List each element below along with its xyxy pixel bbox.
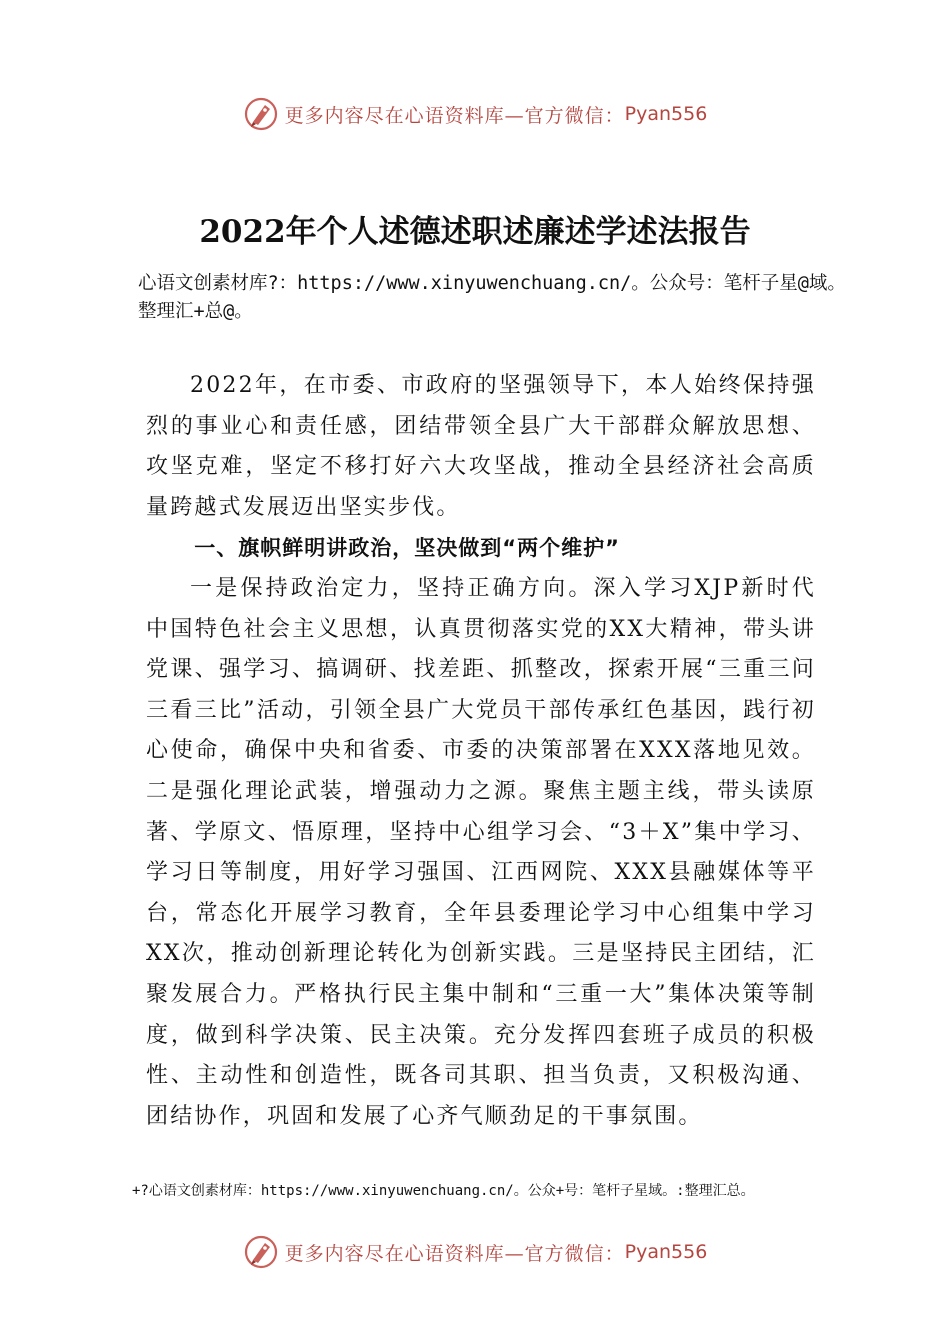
source-line: 心语文创素材库?：https://www.xinyuwenchuang.cn/。公众号：笔杆子星@域。整理汇+总@。 [138,273,846,322]
header-banner [0,94,950,134]
document-title: 2022年个人述德述职述廉述学述法报告 [199,214,751,250]
pen-nib-logo-icon [243,1234,279,1270]
section-paragraph: 一是保持政治定力，坚持正确方向。深入学习XJP新时代中国特色社会主义思想，认真贯彻落实党的XX大精神，带头讲党课、强学习、搞调研、找差距、抓整改，探索开展“三重三问三看三比”活动，引领全县广大党员干部传承红色基因，践行初心使命，确保中央和省委、市委的决策部署在XXX落地见效。二是强化理论武装，增强动力之源。聚焦主题主线，带头读原著、学原文、悟原理，坚持中心组学习会、“3＋X”集中学习、学习日等制度，用好学习强国、江西网院、XXX县融媒体等平台，常态化开展学习教育，全年县委理论学习中心组集中学习XX次，推动创新理论转化为创新实践。三是坚持民主团结，汇聚发展合力。严格执行民主集中制和“三重一大”集体决策等制度，做到科学决策、民主决策。充分发挥四套班子成员的积极性、主动性和创造性，既各司其职、担当负责，又积极沟通、团结协作，巩固和发展了心齐气顺劲足的干事氛围。 [146,575,816,1129]
banner-wechat-id: Pyan556 [624,1241,708,1263]
intro-paragraph: 2022年，在市委、市政府的坚强领导下，本人始终保持强烈的事业心和责任感，团结带领全县广大干部群众解放思想、攻坚克难，坚定不移打好六大攻坚战，推动全县经济社会高质量跨越式发展迈出坚实步伐。 [146,373,816,520]
document-body [146,366,816,1137]
section-heading: 一、旗帜鲜明讲政治，坚决做到“两个维护” [194,536,620,561]
pen-nib-logo-icon [243,96,279,132]
footer-banner [0,1232,950,1272]
banner-text: 更多内容尽在心语资料库—官方微信： [284,104,625,127]
footer-source-note: +?心语文创素材库：https://www.xinyuwenchuang.cn/。公众+号：笔杆子星域。:整理汇总。 [132,1183,755,1199]
banner-wechat-id: Pyan556 [624,103,708,125]
banner-text: 更多内容尽在心语资料库—官方微信： [284,1242,625,1265]
